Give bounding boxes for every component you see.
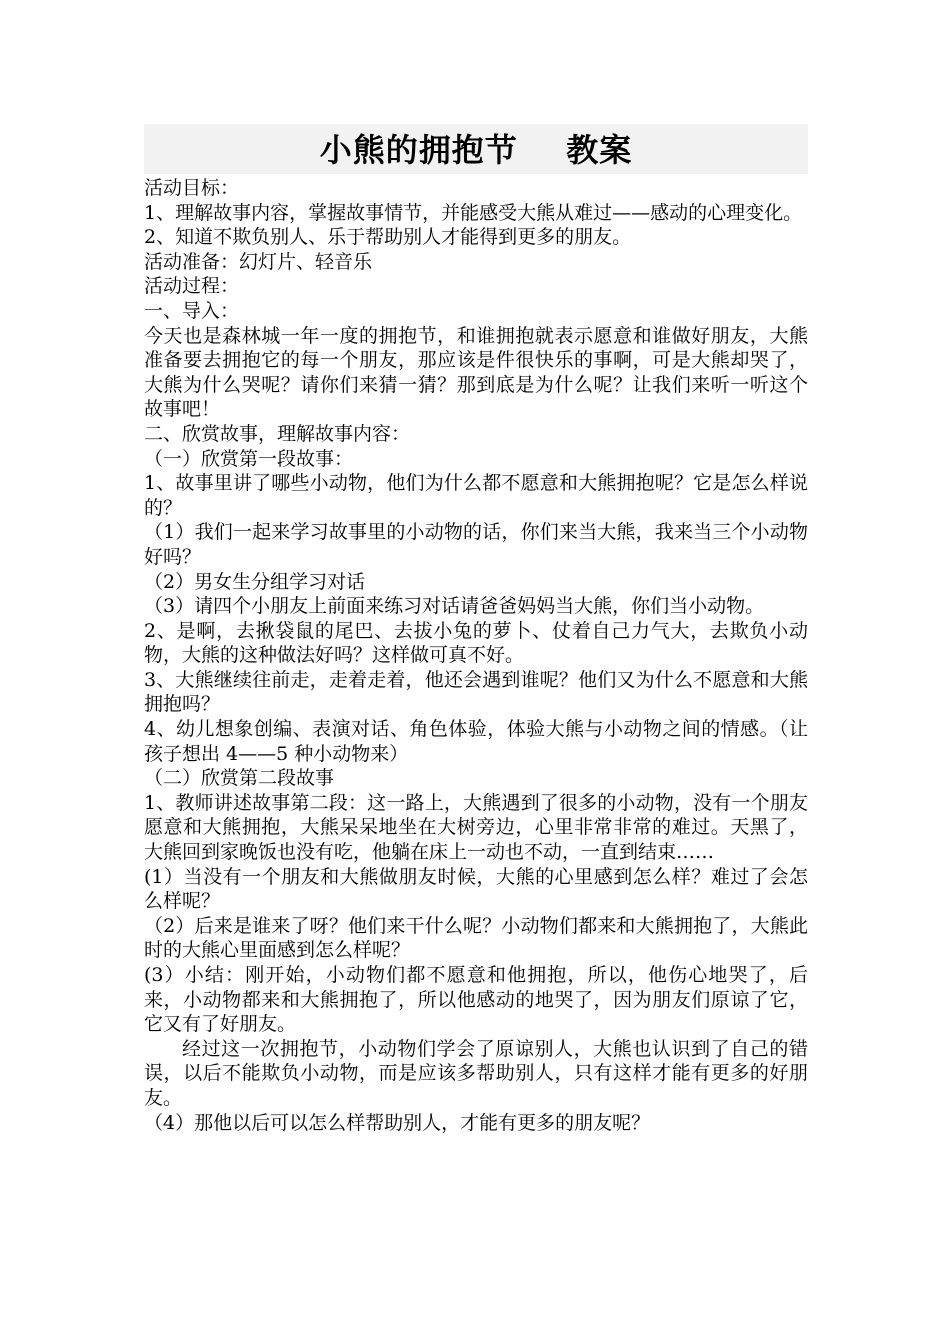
document-paragraph: (3）小结：刚开始，小动物们都不愿意和他拥抱，所以，他伤心地哭了，后来，小动物都来和大熊拥抱了，所以他感动的地哭了，因为朋友们原谅了它，它又有了好朋友。 bbox=[144, 964, 808, 1036]
document-paragraph: （1）我们一起来学习故事里的小动物的话，你们来当大熊，我来当三个小动物好吗？ bbox=[144, 521, 808, 568]
document-paragraph: （二）欣赏第二段故事 bbox=[144, 767, 335, 790]
document-paragraph: 2、是啊，去揪袋鼠的尾巴、去拔小兔的萝卜、仗着自己力气大，去欺负小动物，大熊的这种做法好吗？这样做可真不好。 bbox=[144, 619, 808, 667]
document-paragraph: 活动目标： bbox=[144, 177, 240, 199]
document-paragraph: （4）那他以后可以怎么样帮助别人，才能有更多的朋友呢？ bbox=[144, 1111, 651, 1134]
document-body bbox=[144, 176, 808, 1135]
document-paragraph: （3）请四个小朋友上前面来练习对话请爸爸妈妈当大熊，你们当小动物。 bbox=[144, 595, 765, 618]
document-page bbox=[144, 124, 808, 1135]
document-paragraph: 经过这一次拥抱节，小动物们学会了原谅别人，大熊也认识到了自己的错误，以后不能欺负小动物，而是应该多帮助别人，只有这样才能有更多的好朋友。 bbox=[144, 1037, 808, 1109]
document-paragraph: （2）男女生分组学习对话 bbox=[144, 570, 366, 593]
document-paragraph: （2）后来是谁来了呀？他们来干什么呢？小动物们都来和大熊拥抱了，大熊此时的大熊心里面感到怎么样呢？ bbox=[144, 914, 808, 962]
document-paragraph: 1、教师讲述故事第二段：这一路上，大熊遇到了很多的小动物，没有一个朋友愿意和大熊拥抱，大熊呆呆地坐在大树旁边，心里非常非常的难过。天黑了，大熊回到家晚饭也没有吃，他躺在床上一动也不动，一直到结束…… bbox=[144, 791, 808, 864]
document-paragraph: (1）当没有一个朋友和大熊做朋友时候，大熊的心里感到怎么样？难过了会怎么样呢？ bbox=[144, 865, 808, 913]
document-paragraph: （一）欣赏第一段故事： bbox=[144, 447, 354, 470]
document-paragraph: 今天也是森林城一年一度的拥抱节，和谁拥抱就表示愿意和谁做好朋友，大熊准备要去拥抱它的每一个朋友，那应该是件很快乐的事啊，可是大熊却哭了，大熊为什么哭呢？请你们来猜一猜？那到底是为什么呢？让我们来听一听这个故事吧！ bbox=[144, 324, 808, 421]
document-paragraph: 一、导入： bbox=[144, 299, 240, 322]
document-title: 小熊的拥抱节 教案 bbox=[144, 124, 808, 174]
document-paragraph: 4、幼儿想象创编、表演对话、角色体验，体验大熊与小动物之间的情感。（让孩子想出 4——5 种小动物来） bbox=[144, 718, 808, 765]
document-paragraph: 活动过程： bbox=[144, 275, 240, 298]
document-paragraph: 1、理解故事内容，掌握故事情节，并能感受大熊从难过——感动的心理变化。 bbox=[144, 201, 803, 224]
document-paragraph: 2、知道不欺负别人、乐于帮助别人才能得到更多的朋友。 bbox=[144, 226, 632, 249]
document-paragraph: 活动准备：幻灯片、轻音乐 bbox=[144, 250, 373, 273]
document-paragraph: 1、故事里讲了哪些小动物，他们为什么都不愿意和大熊拥抱呢？它是怎么样说的？ bbox=[144, 472, 808, 519]
document-paragraph: 3、大熊继续往前走，走着走着，他还会遇到谁呢？他们又为什么不愿意和大熊拥抱吗？ bbox=[144, 668, 808, 716]
document-paragraph: 二、欣赏故事，理解故事内容： bbox=[144, 422, 411, 445]
